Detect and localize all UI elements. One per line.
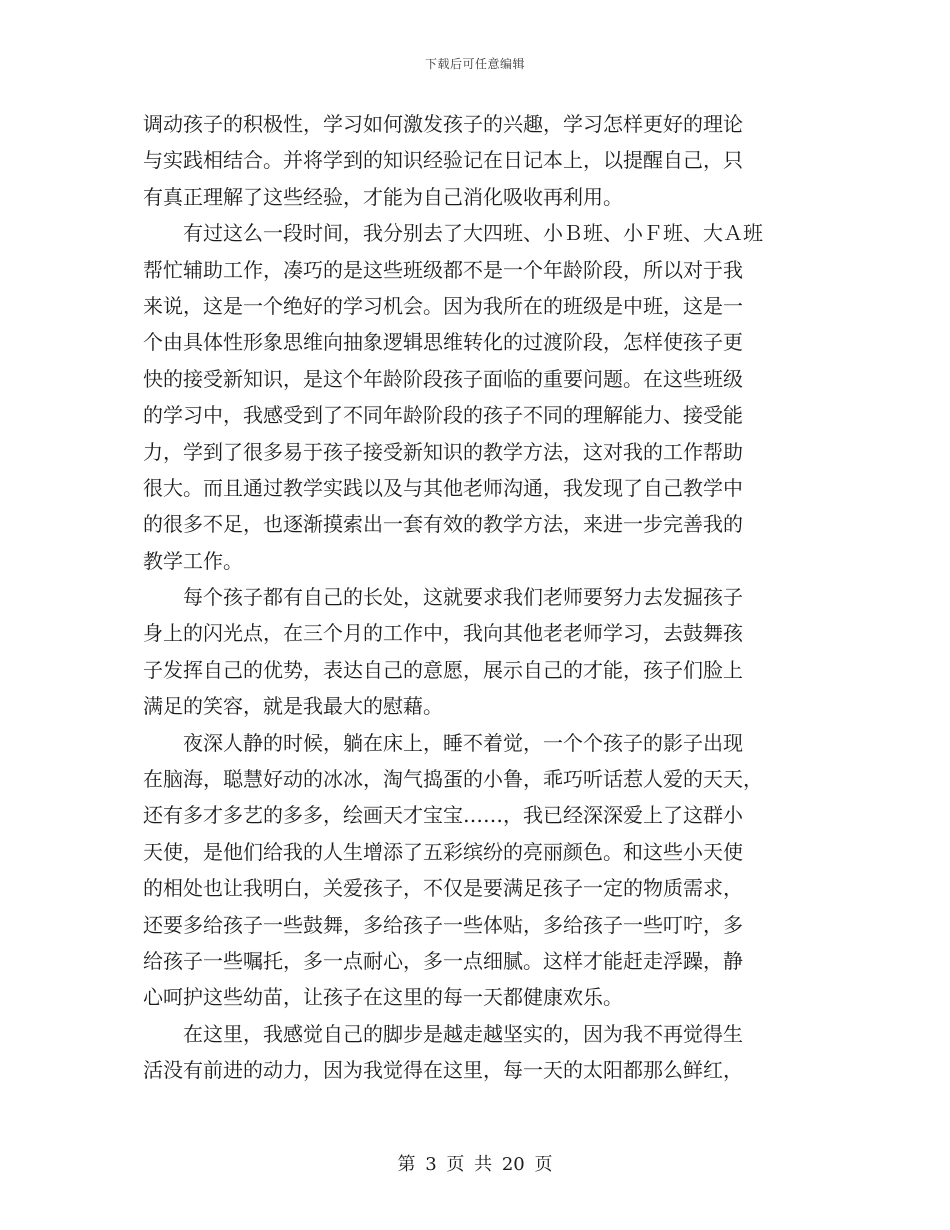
text-line: 个由具体性形象思维向抽象逻辑思维转化的过渡阶段，怎样使孩子更 [143, 330, 743, 355]
text-line: 满足的笑容，就是我最大的慰藉。 [143, 694, 443, 719]
text-line: 来说，这是一个绝好的学习机会。因为我所在的班级是中班，这是一 [143, 293, 743, 318]
text-line: 有真正理解了这些经验，才能为自己消化吸收再利用。 [143, 184, 623, 209]
text-line: 给孩子一些嘱托，多一点耐心，多一点细腻。这样才能赶走浮躁，静 [143, 948, 743, 973]
text-line: 与实践相结合。并将学到的知识经验记在日记本上，以提醒自己，只 [143, 148, 743, 173]
text-line: 活没有前进的动力，因为我觉得在这里，每一天的太阳都那么鲜红， [143, 1058, 743, 1083]
text-line: 还有多才多艺的多多，绘画天才宝宝……，我已经深深爱上了这群小 [143, 803, 743, 828]
text-line: 身上的闪光点，在三个月的工作中，我向其他老老师学习，去鼓舞孩 [143, 621, 743, 646]
text-line: 的学习中，我感受到了不同年龄阶段的孩子不同的理解能力、接受能 [143, 403, 743, 428]
page-header: 下载后可任意编辑 [424, 57, 525, 71]
text-line: 夜深人静的时候，躺在床上，睡不着觉，一个个孩子的影子出现 [143, 730, 743, 755]
text-line: 教学工作。 [143, 548, 243, 573]
text-line: 快的接受新知识，是这个年龄阶段孩子面临的重要问题。在这些班级 [143, 366, 743, 391]
text-line: 的相处也让我明白，关爱孩子，不仅是要满足孩子一定的物质需求， [143, 876, 743, 901]
text-line: 在这里，我感觉自己的脚步是越走越坚实的，因为我不再觉得生 [143, 1021, 743, 1046]
text-line: 的很多不足，也逐渐摸索出一套有效的教学方法，来进一步完善我的 [143, 512, 743, 537]
text-line: 有过这么一段时间，我分别去了大四班、小Ｂ班、小Ｆ班、大Ａ班 [143, 221, 763, 246]
text-line: 力，学到了很多易于孩子接受新知识的教学方法，这对我的工作帮助 [143, 439, 743, 464]
text-line: 很大。而且通过教学实践以及与其他老师沟通，我发现了自己教学中 [143, 475, 743, 500]
text-line: 在脑海，聪慧好动的冰冰，淘气捣蛋的小鲁，乖巧听话惹人爱的天天， [143, 767, 763, 792]
document-body [143, 106, 803, 1089]
text-line: 天使，是他们给我的人生增添了五彩缤纷的亮丽颜色。和这些小天使 [143, 839, 743, 864]
page-number-footer: 第 3 页 共 20 页 [397, 1154, 553, 1175]
text-line: 子发挥自己的优势，表达自己的意愿，展示自己的才能，孩子们脸上 [143, 657, 743, 682]
text-line: 还要多给孩子一些鼓舞，多给孩子一些体贴，多给孩子一些叮咛，多 [143, 912, 743, 937]
text-line: 调动孩子的积极性，学习如何激发孩子的兴趣，学习怎样更好的理论 [143, 112, 743, 136]
text-line: 每个孩子都有自己的长处，这就要求我们老师要努力去发掘孩子 [143, 585, 743, 610]
text-line: 心呵护这些幼苗，让孩子在这里的每一天都健康欢乐。 [143, 985, 623, 1010]
text-line: 帮忙辅助工作，凑巧的是这些班级都不是一个年龄阶段，所以对于我 [143, 257, 743, 282]
